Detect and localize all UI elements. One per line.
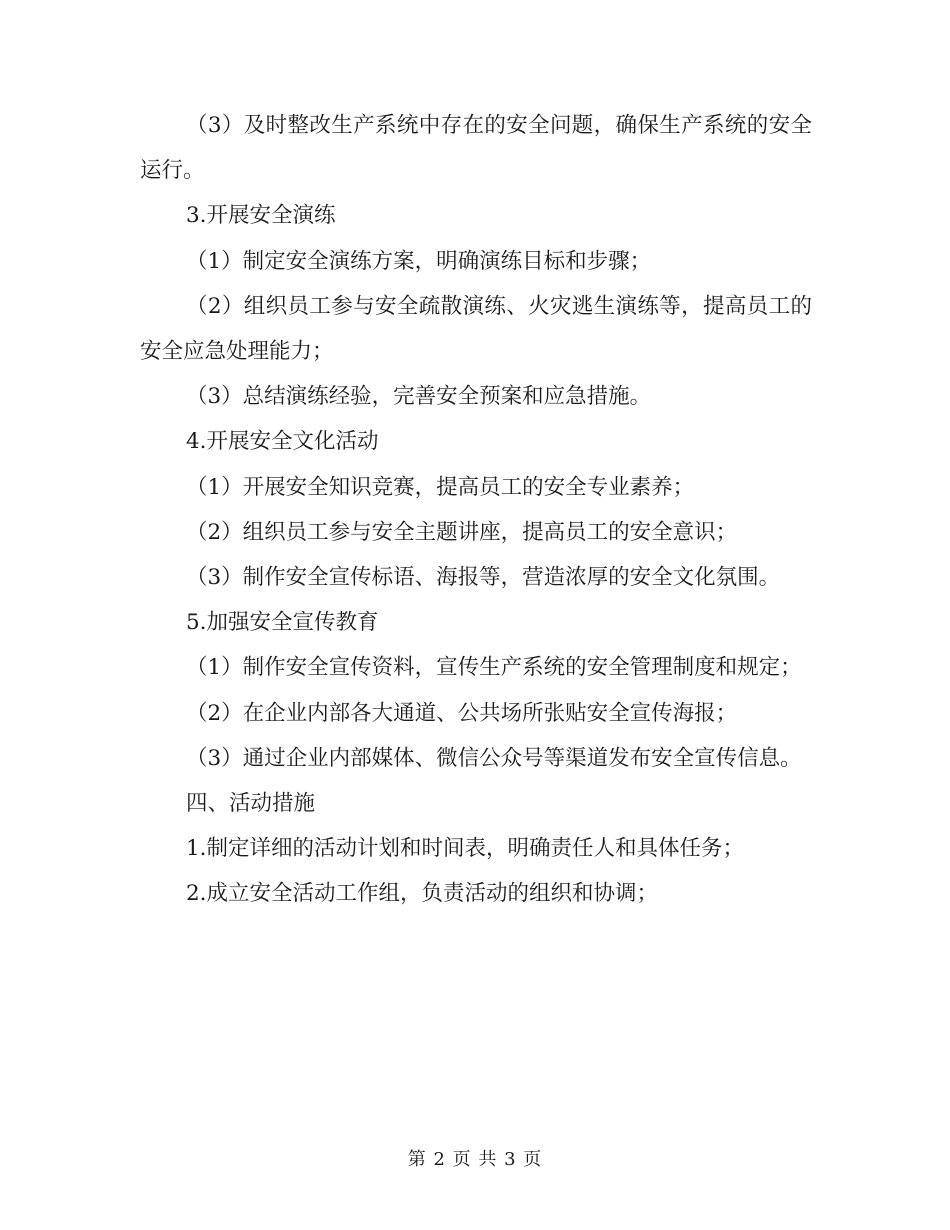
paragraph: （3）及时整改生产系统中存在的安全问题，确保生产系统的安全运行。 xyxy=(140,113,812,184)
section-heading: 5.加强安全宣传教育 xyxy=(186,610,379,636)
paragraph: 1.制定详细的活动计划和时间表，明确责任人和具体任务； xyxy=(186,836,745,862)
paragraph: 2.成立安全活动工作组，负责活动的组织和协调； xyxy=(186,881,659,907)
page-number-footer: 第 2 页 共 3 页 xyxy=(407,1149,543,1170)
paragraph: （3）制作安全宣传标语、海报等，营造浓厚的安全文化氛围。 xyxy=(186,565,781,591)
paragraph: （1）开展安全知识竞赛，提高员工的安全专业素养； xyxy=(186,474,695,500)
paragraph: （2）组织员工参与安全主题讲座，提高员工的安全意识； xyxy=(186,519,738,545)
section-heading: 4.开展安全文化活动 xyxy=(186,429,379,455)
document-body xyxy=(140,103,812,917)
paragraph: （3）总结演练经验，完善安全预案和应急措施。 xyxy=(186,384,652,410)
paragraph: （1）制定安全演练方案，明确演练目标和步骤； xyxy=(186,248,652,274)
chapter-heading: 四、活动措施 xyxy=(186,791,316,817)
paragraph: （3）通过企业内部媒体、微信公众号等渠道发布安全宣传信息。 xyxy=(186,745,802,771)
paragraph: （2）组织员工参与安全疏散演练、火灾逃生演练等，提高员工的安全应急处理能力； xyxy=(140,293,812,365)
paragraph: （1）制作安全宣传资料，宣传生产系统的安全管理制度和规定； xyxy=(186,655,802,681)
paragraph: （2）在企业内部各大通道、公共场所张贴安全宣传海报； xyxy=(186,700,738,726)
section-heading: 3.开展安全演练 xyxy=(186,203,336,229)
